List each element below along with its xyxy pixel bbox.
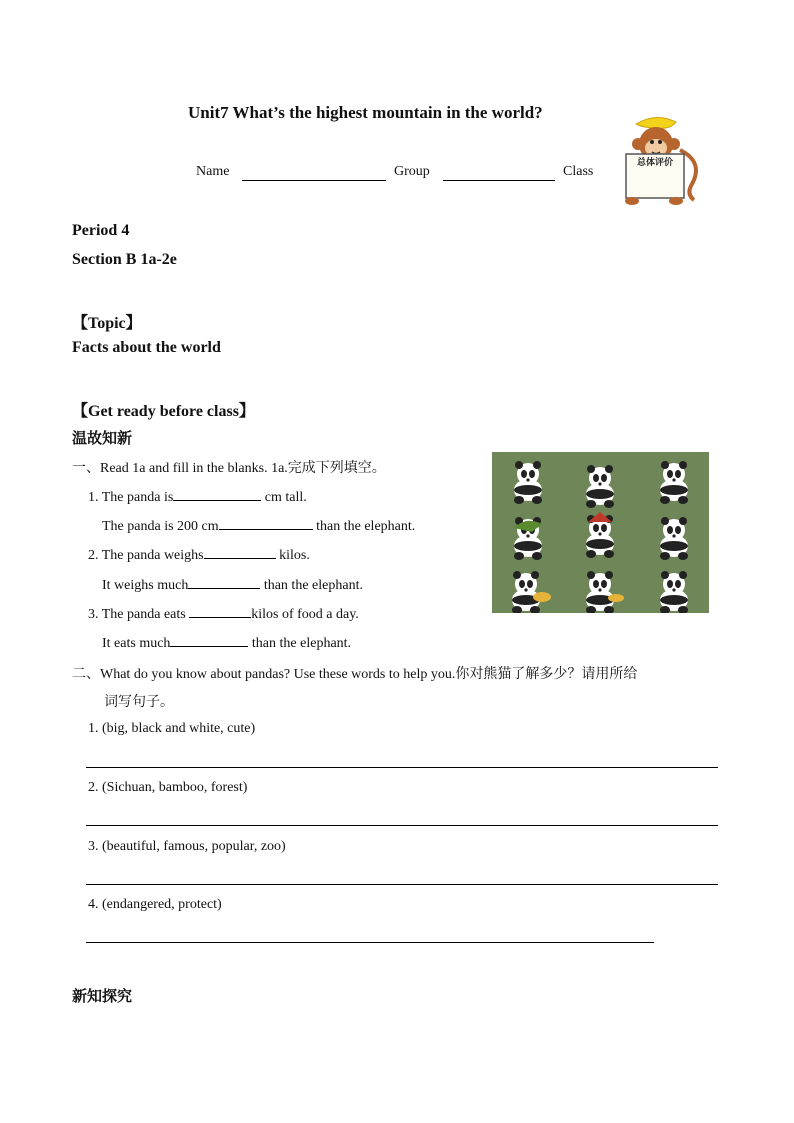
banana-icon (636, 117, 676, 128)
monkey-evaluation-badge (614, 110, 704, 206)
panda-icon (586, 465, 614, 508)
answer-blank[interactable] (188, 575, 260, 589)
part2-item-1: 1. (big, black and white, cute) (88, 721, 256, 736)
bamboo-icon (533, 592, 551, 602)
group-label: Group (394, 164, 430, 179)
part2-instruction-cont: 词写句子。 (104, 694, 174, 710)
part1-item-3: 3. The panda eats kilos of food a day. (88, 604, 359, 623)
topic-heading: 【Topic】 (72, 315, 142, 332)
panda-icon (660, 461, 688, 504)
explore-heading: 新知探究 (72, 987, 133, 1005)
review-heading: 温故知新 (72, 429, 133, 447)
topic-text: Facts about the world (72, 339, 221, 356)
class-label: Class (563, 164, 594, 179)
part1-item-1b: The panda is 200 cm than the elephant. (102, 516, 415, 535)
group-field-line[interactable] (443, 180, 555, 181)
part2-item-3: 3. (beautiful, famous, popular, zoo) (88, 839, 286, 854)
panda-icon (586, 571, 614, 613)
part1-item-1: 1. The panda is cm tall. (88, 487, 307, 506)
panda-icon (514, 461, 542, 504)
answer-line[interactable] (86, 884, 718, 885)
answer-blank[interactable] (204, 545, 276, 559)
name-field-line[interactable] (242, 180, 386, 181)
part2-item-4: 4. (endangered, protect) (88, 897, 222, 912)
section-label: Section B 1a-2e (72, 251, 177, 268)
answer-blank[interactable] (219, 516, 313, 530)
panda-icon (512, 571, 540, 613)
answer-blank[interactable] (189, 604, 251, 618)
part2-item-2: 2. (Sichuan, bamboo, forest) (88, 780, 248, 795)
badge-text: 总体评价 (636, 158, 674, 168)
period-label: Period 4 (72, 222, 130, 239)
answer-blank[interactable] (170, 633, 248, 647)
pandas-picture (492, 452, 709, 613)
worksheet-title: Unit7 What’s the highest mountain in the world? (188, 103, 543, 122)
part1-instruction: 一、Read 1a and fill in the blanks. 1a.完成下列填空。 (72, 460, 386, 476)
answer-line[interactable] (86, 942, 654, 943)
get-ready-heading: 【Get ready before class】 (72, 403, 255, 420)
name-label: Name (196, 164, 230, 179)
part2-instruction: 二、What do you know about pandas? Use these words to help you.你对熊猫了解多少？请用所给 (72, 666, 638, 682)
answer-line[interactable] (86, 767, 718, 768)
answer-line[interactable] (86, 825, 718, 826)
panda-icon (660, 571, 688, 613)
panda-icons (492, 452, 709, 613)
part1-item-2: 2. The panda weighs kilos. (88, 545, 310, 564)
bamboo-icon (608, 594, 624, 602)
panda-icon (660, 517, 688, 560)
answer-blank[interactable] (173, 487, 261, 501)
part1-item-2b: It weighs much than the elephant. (102, 575, 363, 594)
part1-item-3b: It eats much than the elephant. (102, 633, 351, 652)
